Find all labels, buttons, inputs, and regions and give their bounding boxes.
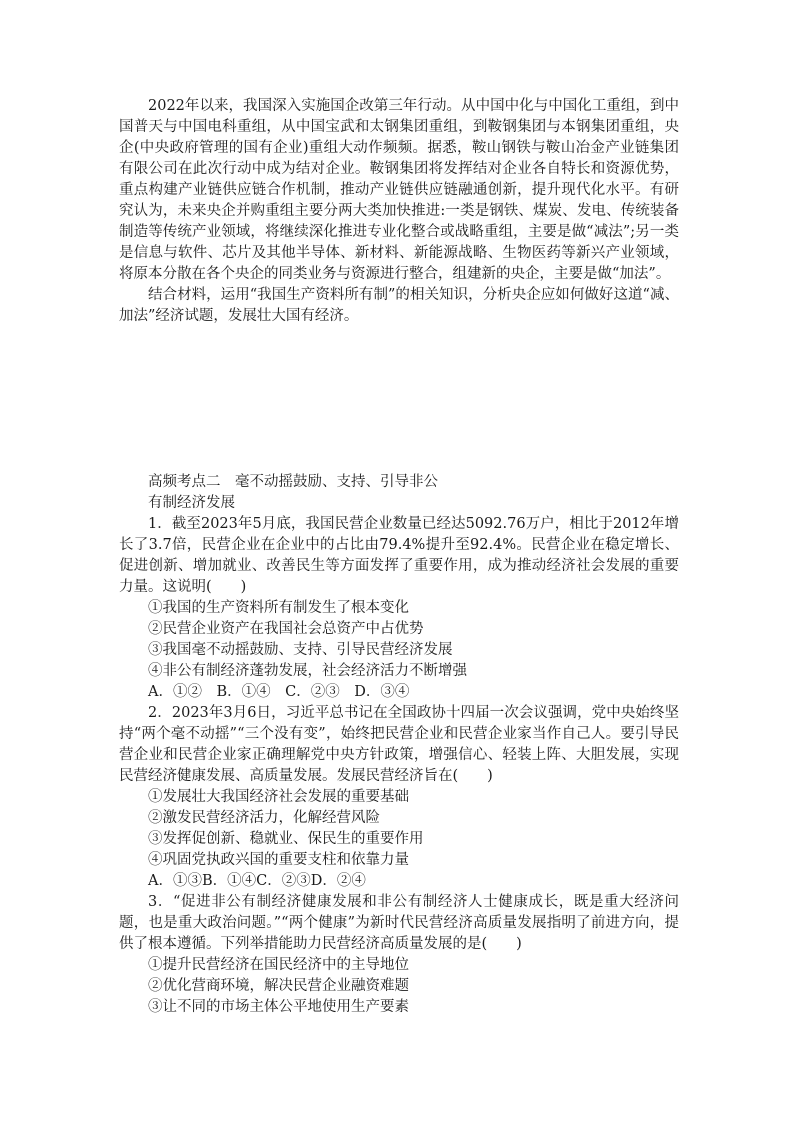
- section-block: [119, 472, 679, 1018]
- question-option: ②民营企业资产在我国社会总资产中占优势: [148, 621, 424, 637]
- question-stem: 3．“促进非公有制经济健康发展和非公有制经济人士健康成长，既是重大经济问题，也是重大政治问题。”“两个健康”为新时代民营经济高质量发展指明了前进方向，提供了根本遵循。下列举措能助力民营经济高质量发展的是( ): [119, 894, 679, 952]
- section-title-line2: 有制经济发展: [148, 495, 235, 511]
- question-option: ④非公有制经济蓬勃发展，社会经济活力不断增强: [148, 663, 467, 679]
- question-stem: 2．2023年3月6日，习近平总书记在全国政协十四届一次会议强调，党中央始终坚持“两个毫不动摇”“三个没有变”，始终把民营企业和民营企业家当作自己人。要引导民营企业和民营企业家正确理解党中央方针政策，增强信心、轻装上阵、大胆发展，实现民营经济健康发展、高质量发展。发展民营经济旨在( ): [119, 705, 679, 784]
- material-question: 结合材料，运用“我国生产资料所有制”的相关知识，分析央企应如何做好这道“减、加法”经济试题，发展壮大国有经济。: [119, 287, 679, 324]
- question-2: [119, 703, 679, 892]
- question-3: [119, 892, 679, 1018]
- section-title-line1: 高频考点二 毫不动摇鼓励、支持、引导非公: [148, 474, 438, 490]
- question-option: ①我国的生产资料所有制发生了根本变化: [148, 600, 409, 616]
- question-option: ④巩固党执政兴国的重要支柱和依靠力量: [148, 852, 409, 868]
- question-option: ②激发民营经济活力，化解经营风险: [148, 810, 380, 826]
- question-choices: A．①② B．①④ C．②③ D．③④: [148, 684, 410, 700]
- question-option: ③让不同的市场主体公平地使用生产要素: [148, 999, 409, 1015]
- question-choices: A．①③B．①④C．②③D．②④: [148, 873, 366, 889]
- question-option: ①发展壮大我国经济社会发展的重要基础: [148, 789, 409, 805]
- material-block: [119, 96, 679, 327]
- question-option: ③我国毫不动摇鼓励、支持、引导民营经济发展: [148, 642, 453, 658]
- question-option: ③发挥促创新、稳就业、保民生的重要作用: [148, 831, 424, 847]
- question-option: ②优化营商环境，解决民营企业融资难题: [148, 978, 409, 994]
- question-stem: 1．截至2023年5月底，我国民营企业数量已经达5092.76万户，相比于2012年增长了3.7倍，民营企业在企业中的占比由79.4%提升至92.4%。民营企业在稳定增长、促进创新、增加就业、改善民生等方面发挥了重要作用，成为推动经济社会发展的重要力量。这说明( ): [119, 516, 679, 595]
- question-1: [119, 514, 679, 703]
- question-option: ①提升民营经济在国民经济中的主导地位: [148, 957, 409, 973]
- material-paragraph: 2022年以来，我国深入实施国企改第三年行动。从中国中化与中国化工重组，到中国普天与中国电科重组，从中国宝武和太钢集团重组，到鞍钢集团与本钢集团重组，央企(中央政府管理的国有企业)重组大动作频频。据悉，鞍山钢铁与鞍山冶金产业链集团有限公司在此次行动中成为结对企业。鞍钢集团将发挥结对企业各自特长和资源优势，重点构建产业链供应链合作机制，推动产业链供应链融通创新，提升现代化水平。有研究认为，未来央企并购重组主要分两大类加快推进:一类是钢铁、煤炭、发电、传统装备制造等传统产业领域，将继续深化推进专业化整合或战略重组，主要是做“减法”;另一类是信息与软件、芯片及其他半导体、新材料、新能源战略、生物医药等新兴产业领域，将原本分散在各个央企的同类业务与资源进行整合，组建新的央企，主要是做“加法”。: [119, 98, 679, 282]
